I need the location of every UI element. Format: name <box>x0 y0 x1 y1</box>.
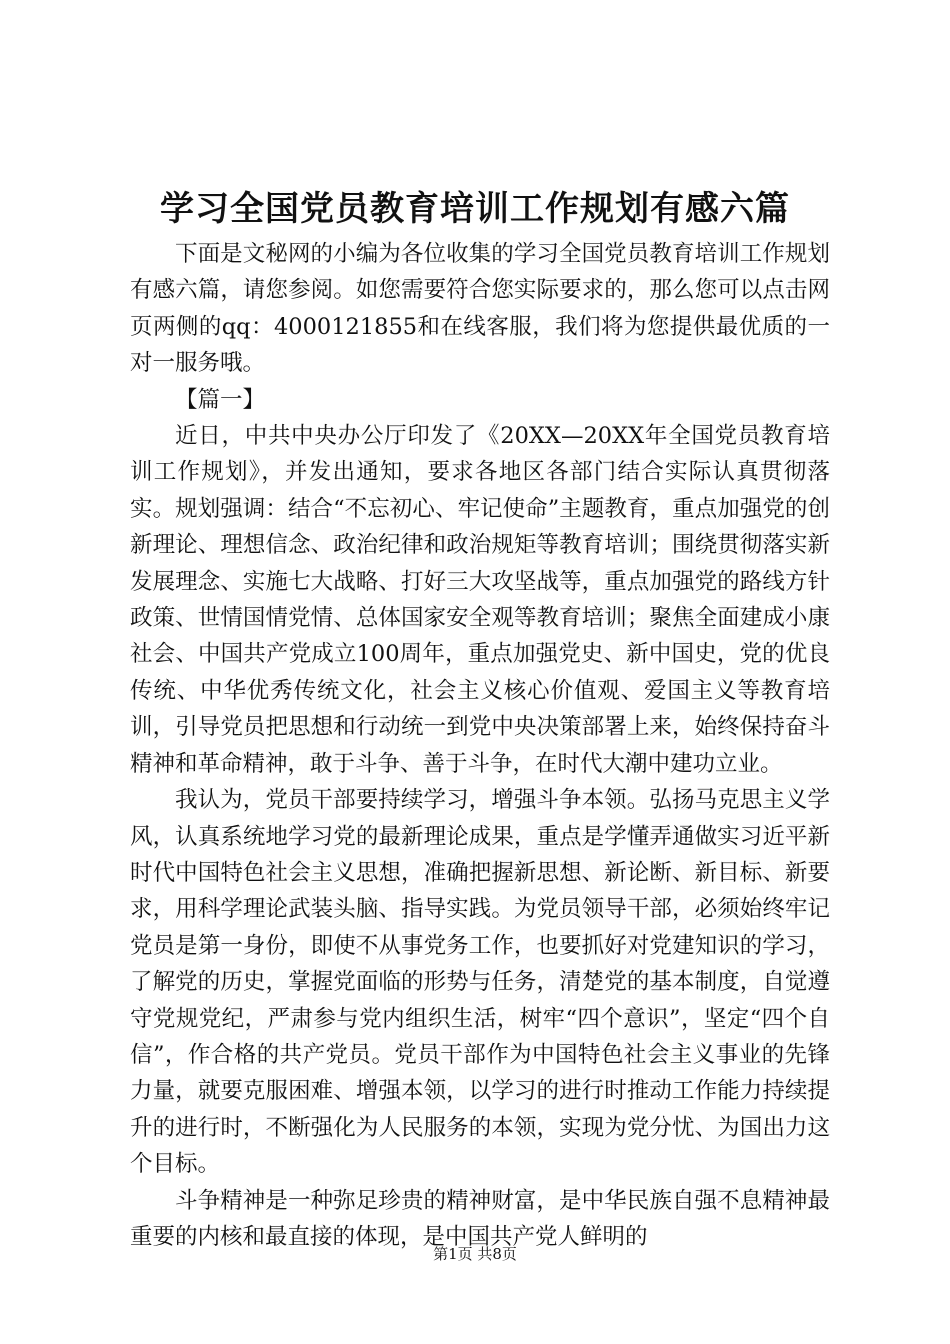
page-footer: 第1页 共8页 <box>433 1245 517 1263</box>
section-heading: 【篇一】 <box>175 386 266 413</box>
body-paragraph: 我认为，党员干部要持续学习，增强斗争本领。弘扬马克思主义学风，认真系统地学习党的最新理论成果，重点是学懂弄通做实习近平新时代中国特色社会主义思想，准确把握新思想、新论断、新目标、新要求，用科学理论武装头脑、指导实践。为党员领导干部，必须始终牢记党员是第一身份，即使不从事党务工作，也要抓好对党建知识的学习，了解党的历史，掌握党面临的形势与任务，清楚党的基本制度，自觉遵守党规党纪，严肃参与党内组织生活，树牢“四个意识”，坚定“四个自信”，作合格的共产党员。党员干部作为中国特色社会主义事业的先锋力量，就要克服困难、增强本领，以学习的进行时推动工作能力持续提升的进行时，不断强化为人民服务的本领，实现为党分忧、为国出力这个目标。 <box>130 787 830 1178</box>
document-body <box>130 236 830 1255</box>
body-paragraph: 近日，中共中央办公厅印发了《20XX—20XX年全国党员教育培训工作规划》，并发出通知，要求各地区各部门结合实际认真贯彻落实。规划强调：结合“不忘初心、牢记使命”主题教育，重点加强党的创新理论、理想信念、政治纪律和政治规矩等教育培训；围绕贯彻落实新发展理念、实施七大战略、打好三大攻坚战等，重点加强党的路线方针政策、世情国情党情、总体国家安全观等教育培训；聚焦全面建成小康社会、中国共产党成立100周年，重点加强党史、新中国史，党的优良传统、中华优秀传统文化，社会主义核心价值观、爱国主义等教育培训，引导党员把思想和行动统一到党中央决策部署上来，始终保持奋斗精神和革命精神，敢于斗争、善于斗争，在时代大潮中建功立业。 <box>130 423 830 777</box>
intro-paragraph: 下面是文秘网的小编为各位收集的学习全国党员教育培训工作规划有感六篇，请您参阅。如您需要符合您实际要求的，那么您可以点击网页两侧的qq：4000121855和在线客服，我们将为您提供最优质的一对一服务哦。 <box>130 241 830 377</box>
body-paragraph: 斗争精神是一种弥足珍贵的精神财富，是中华民族自强不息精神最重要的内核和最直接的体现，是中国共产党人鲜明的 <box>130 1187 830 1250</box>
document-title: 学习全国党员教育培训工作规划有感六篇 <box>160 189 790 229</box>
